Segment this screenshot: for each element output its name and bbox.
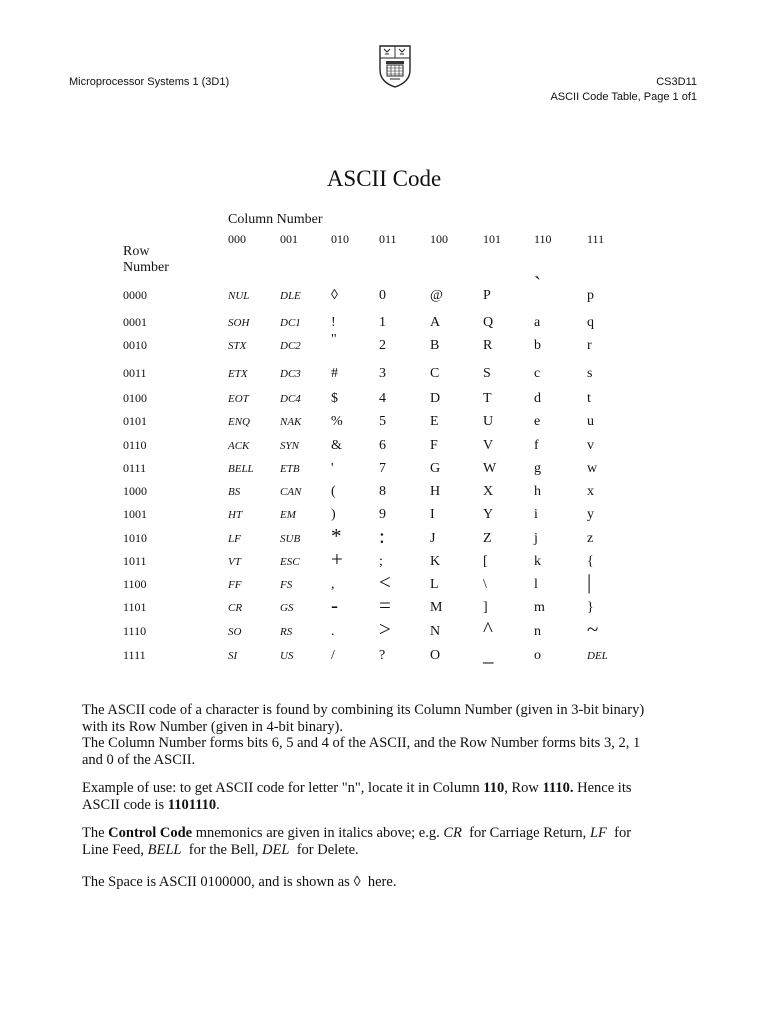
row-code-1100: 1100 <box>123 577 147 591</box>
control-code-cell: GS <box>280 602 294 614</box>
char-cell: $ <box>331 391 338 406</box>
control-code-cell: SYN <box>280 440 299 452</box>
paragraph-explanation <box>82 702 692 768</box>
p1-line1: The ASCII code of a character is found by combining its Column Number (given in 3-bit binary) <box>82 702 645 718</box>
char-cell: & <box>331 438 342 453</box>
control-code-cell: ENQ <box>228 416 250 428</box>
char-cell: J <box>430 531 436 546</box>
char-cell: @ <box>430 288 443 303</box>
char-cell: ^ <box>483 617 493 641</box>
p3-a: The <box>82 825 109 841</box>
control-code-cell: VT <box>228 556 241 568</box>
row-code-1001: 1001 <box>123 507 147 521</box>
char-cell: x <box>587 484 594 499</box>
paragraph-example <box>82 780 692 813</box>
char-cell: 5 <box>379 414 386 429</box>
char-cell: - <box>331 593 338 617</box>
char-cell: o <box>534 648 541 663</box>
row-code-0110: 0110 <box>123 438 147 452</box>
char-cell: P <box>483 288 491 303</box>
char-cell: ~ <box>587 617 599 641</box>
control-code-cell: DEL <box>587 650 608 662</box>
p3-g: for Delete. <box>289 841 359 858</box>
char-cell: Z <box>483 531 492 546</box>
char-cell: 2 <box>379 338 386 353</box>
row-code-1111: 1111 <box>123 648 146 662</box>
char-cell: R <box>483 338 493 353</box>
control-code-cell: DC1 <box>280 317 301 329</box>
control-code-cell: FS <box>280 579 293 591</box>
char-cell: W <box>483 461 497 476</box>
control-code-cell: ETB <box>280 463 300 475</box>
column-number-label: Column Number <box>228 212 323 227</box>
page-title: ASCII Code <box>326 166 442 191</box>
p2-e: . <box>216 796 220 813</box>
char-cell: 8 <box>379 484 386 499</box>
char-cell: : <box>379 524 385 548</box>
char-cell: < <box>379 570 391 594</box>
p2-row: 1110. <box>542 780 574 796</box>
char-cell: n <box>534 624 541 639</box>
p1-line2: with its Row Number (given in 4-bit binary). <box>82 718 343 735</box>
p3-e: Line Feed, <box>82 841 148 858</box>
row-code-1110: 1110 <box>123 624 147 638</box>
control-code-cell: NAK <box>280 416 302 428</box>
char-cell: , <box>331 577 335 592</box>
char-cell: 3 <box>379 366 386 381</box>
char-cell: H <box>430 484 441 499</box>
char-cell: * <box>331 524 342 548</box>
char-cell: a <box>534 315 541 330</box>
char-cell: ] <box>483 600 488 615</box>
control-code-cell: DC3 <box>280 368 301 380</box>
char-cell: u <box>587 414 594 429</box>
char-cell: % <box>331 414 343 429</box>
control-code-cell: DC4 <box>280 393 301 405</box>
char-cell: T <box>483 391 492 406</box>
char-cell: / <box>331 648 335 663</box>
char-cell: l <box>534 577 538 592</box>
char-cell: z <box>587 531 594 546</box>
char-cell: L <box>430 577 439 592</box>
char-cell: S <box>483 366 491 381</box>
row-code-0011: 0011 <box>123 366 147 380</box>
char-cell: # <box>331 366 338 381</box>
p2-a: Example of use: to get ASCII code for letter "n", locate it in Column <box>82 780 484 796</box>
char-cell: D <box>430 391 441 406</box>
char-cell: A <box>430 315 441 330</box>
header-right-subtitle: ASCII Code Table, Page 1 of1 <box>550 91 697 103</box>
column-header-101: 101 <box>483 232 501 246</box>
char-cell: G <box>430 461 441 476</box>
column-header-110: 110 <box>534 232 552 246</box>
char-cell: N <box>430 624 441 639</box>
char-cell: O <box>430 648 441 663</box>
p1-line4: and 0 of the ASCII. <box>82 751 196 768</box>
char-cell: [ <box>483 554 488 569</box>
control-code-cell: EM <box>280 509 296 521</box>
char-cell: ' <box>331 461 334 476</box>
control-code-cell: HT <box>228 509 243 521</box>
char-cell: > <box>379 617 391 641</box>
char-cell: E <box>430 414 439 429</box>
char-cell: s <box>587 366 593 381</box>
p3-c: for Carriage Return, <box>461 825 590 841</box>
control-code-cell: ACK <box>228 440 250 452</box>
row-code-1000: 1000 <box>123 484 147 498</box>
char-cell: m <box>534 600 545 615</box>
control-code-cell: STX <box>228 340 247 352</box>
char-cell: c <box>534 366 541 381</box>
control-code-cell: ESC <box>280 556 300 568</box>
char-cell: 0 <box>379 288 386 303</box>
header-left-title: Microprocessor Systems 1 (3D1) <box>69 76 230 88</box>
char-cell: ! <box>331 315 336 330</box>
control-code-cell: BS <box>228 486 241 498</box>
row-code-0100: 0100 <box>123 391 147 405</box>
row-code-0111: 0111 <box>123 461 147 475</box>
paragraph-space-note: The Space is ASCII 0100000, and is shown as ◊ here. <box>82 874 397 890</box>
char-cell: | <box>587 570 592 594</box>
char-cell: \ <box>483 577 487 592</box>
row-code-0010: 0010 <box>123 338 147 352</box>
char-cell: ( <box>331 484 336 499</box>
column-header-001: 001 <box>280 232 298 246</box>
control-code-cell: SI <box>228 650 238 662</box>
char-cell: 7 <box>379 461 386 476</box>
char-cell: } <box>587 600 594 615</box>
char-cell: Q <box>483 315 494 330</box>
p1-line3: The Column Number forms bits 6, 5 and 4 of the ASCII, and the Row Number forms bits 3, 2, 1 <box>82 735 641 751</box>
control-code-cell: SO <box>228 626 242 638</box>
p2-b: , Row <box>504 780 543 796</box>
char-cell: _ <box>483 642 494 666</box>
char-cell: t <box>587 391 591 406</box>
char-cell: 4 <box>379 391 386 406</box>
char-cell: X <box>483 484 494 499</box>
char-cell: y <box>587 507 594 522</box>
char-cell: j <box>534 531 538 546</box>
char-cell: p <box>587 288 594 303</box>
column-header-000: 000 <box>228 232 246 246</box>
crest-logo <box>378 44 412 88</box>
p2-d: ASCII code is <box>82 796 168 813</box>
char-cell: Y <box>483 507 494 522</box>
char-cell: e <box>534 414 541 429</box>
char-cell: d <box>534 391 541 406</box>
char-cell: ; <box>379 554 383 569</box>
control-code-cell: RS <box>280 626 293 638</box>
char-cell: F <box>430 438 438 453</box>
p3-lf: LF <box>589 825 607 841</box>
char-cell: b <box>534 338 541 353</box>
control-code-cell: LF <box>228 533 241 545</box>
char-cell: { <box>587 554 594 569</box>
control-code-cell: SUB <box>280 533 301 545</box>
p2-code: 1101110 <box>167 796 217 813</box>
char-cell: i <box>534 507 538 522</box>
char-cell: U <box>483 414 494 429</box>
char-cell: B <box>430 338 440 353</box>
control-code-cell: NUL <box>228 290 250 302</box>
paragraph-control-codes <box>82 825 692 858</box>
char-cell: w <box>587 461 598 476</box>
char-cell: q <box>587 315 594 330</box>
p2-c: Hence its <box>573 780 632 796</box>
control-code-cell: FF <box>228 579 242 591</box>
char-cell: 6 <box>379 438 386 453</box>
char-cell: + <box>331 547 343 571</box>
char-cell: = <box>379 593 391 617</box>
char-cell: 9 <box>379 507 386 522</box>
char-cell: ◊ <box>331 288 338 303</box>
control-code-cell: ETX <box>228 368 248 380</box>
p3-bell: BELL <box>147 841 182 858</box>
p2-col: 110 <box>483 780 505 796</box>
char-cell: M <box>430 600 443 615</box>
char-cell: . <box>331 624 335 639</box>
char-cell: k <box>534 554 541 569</box>
char-cell: h <box>534 484 541 499</box>
control-code-cell: CAN <box>280 486 302 498</box>
row-code-1101: 1101 <box>123 600 147 614</box>
char-cell: g <box>534 461 541 476</box>
column-header-100: 100 <box>430 232 448 246</box>
p3-b: mnemonics are given in italics above; e.g. <box>192 825 444 841</box>
p3-d: for <box>606 825 632 841</box>
char-cell: I <box>430 507 435 522</box>
row-code-0000: 0000 <box>123 288 147 302</box>
control-code-cell: DLE <box>280 290 301 302</box>
p3-bold: Control Code <box>108 825 193 841</box>
char-cell: v <box>587 438 594 453</box>
column-header-111: 111 <box>587 232 605 246</box>
char-cell: V <box>483 438 494 453</box>
control-code-cell: CR <box>228 602 243 614</box>
header-right-code: CS3D11 <box>656 76 697 88</box>
char-cell: " <box>331 332 337 347</box>
char-cell: 1 <box>379 315 386 330</box>
control-code-cell: BELL <box>228 463 254 475</box>
p3-del: DEL <box>262 841 290 858</box>
p3-cr: CR <box>443 825 462 841</box>
char-cell: ` <box>534 272 541 296</box>
row-code-0001: 0001 <box>123 315 147 329</box>
control-code-cell: EOT <box>228 393 249 405</box>
column-header-011: 011 <box>379 232 397 246</box>
p3-f: for the Bell, <box>181 841 263 858</box>
row-number-label-line2: Number <box>123 260 169 275</box>
row-number-label <box>123 244 169 276</box>
char-cell: C <box>430 366 440 381</box>
char-cell: ? <box>379 648 386 663</box>
row-code-1010: 1010 <box>123 531 147 545</box>
char-cell: K <box>430 554 441 569</box>
column-header-010: 010 <box>331 232 349 246</box>
char-cell: ) <box>331 507 336 522</box>
char-cell: r <box>587 338 592 353</box>
control-code-cell: SOH <box>228 317 250 329</box>
row-code-1011: 1011 <box>123 554 147 568</box>
char-cell: f <box>534 438 539 453</box>
control-code-cell: DC2 <box>280 340 301 352</box>
row-number-label-line1: Row <box>123 244 150 259</box>
row-code-0101: 0101 <box>123 414 147 428</box>
control-code-cell: US <box>280 650 294 662</box>
